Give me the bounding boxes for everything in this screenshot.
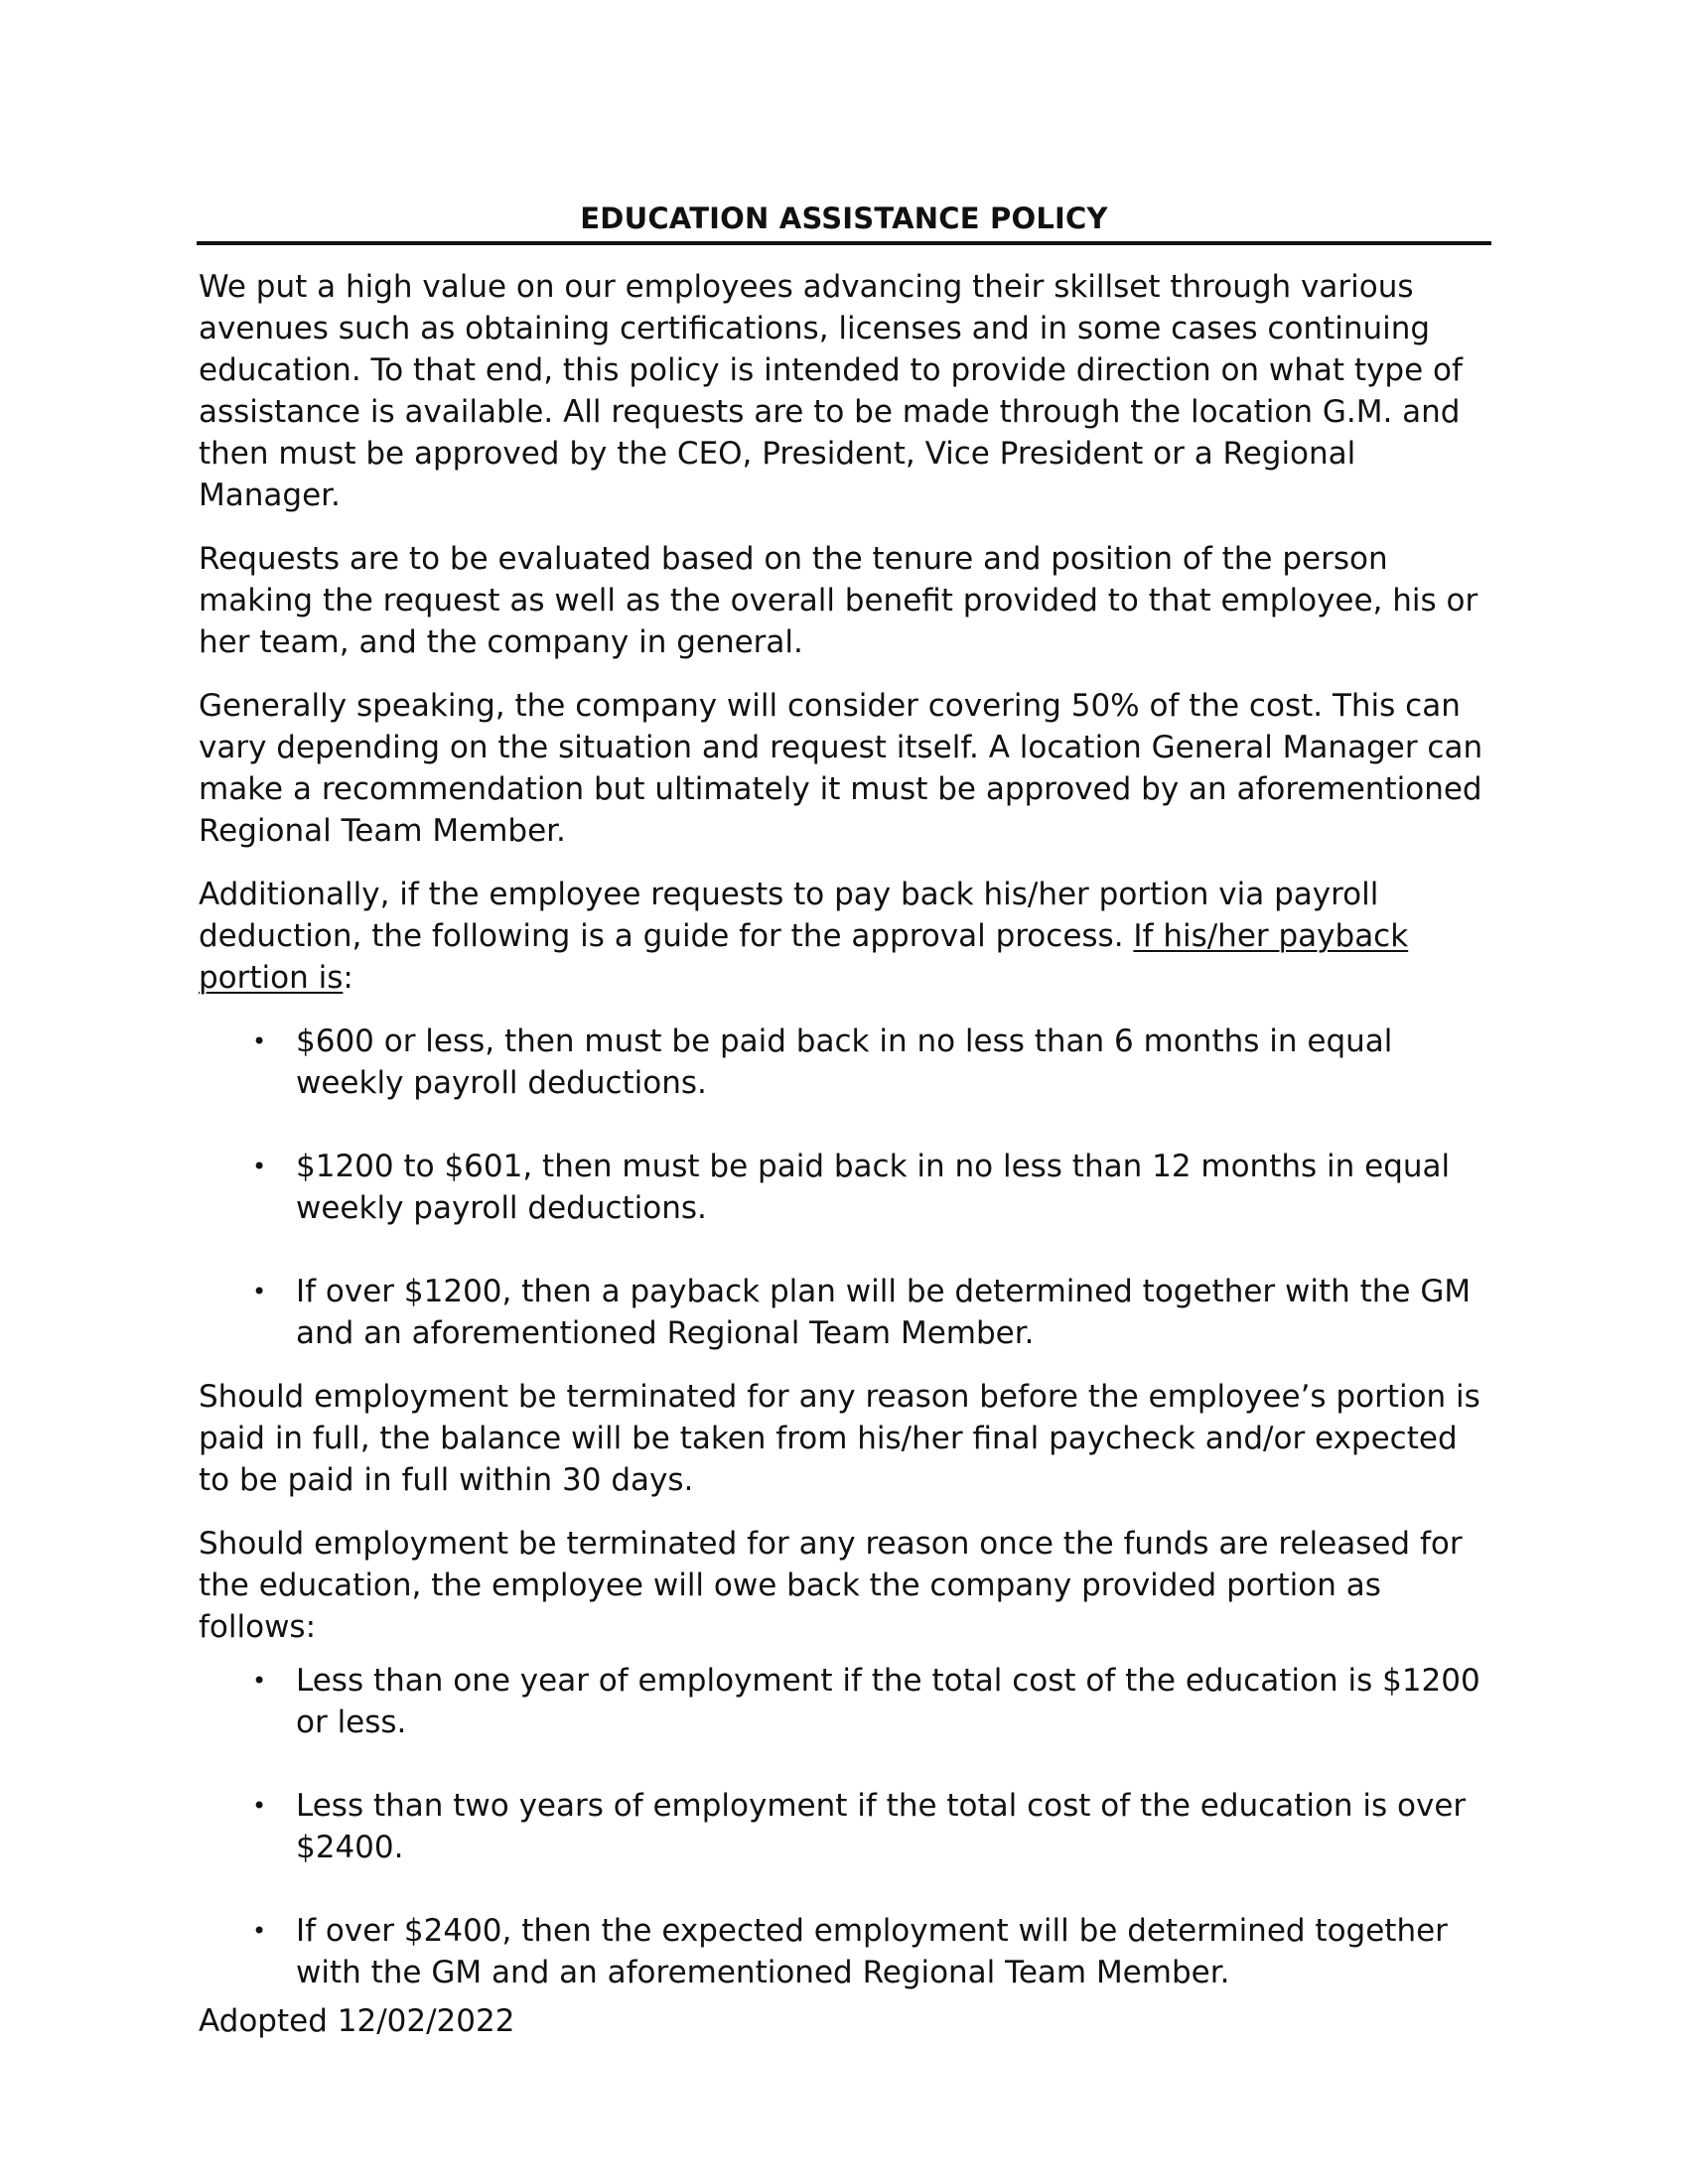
paragraph-termination-balance: Should employment be terminated for any reason before the employee’s portion is paid in full, the balance will be taken from his/her final paycheck and/or expected to be paid in full within 30 days.: [199, 1379, 1480, 1498]
list-item-text: $600 or less, then must be paid back in no less than 6 months in equal weekly payroll deductions.: [296, 1024, 1393, 1101]
paragraph-payroll-deduction: [199, 874, 1489, 999]
list-item-text: If over $1200, then a payback plan will be determined together with the GM and an aforementioned Regional Team Member.: [296, 1274, 1472, 1351]
bullet-icon: •: [252, 1027, 267, 1055]
list-item: [199, 1271, 1489, 1354]
bullet-icon: •: [252, 1667, 267, 1695]
title-divider: [197, 241, 1491, 245]
payback-portion-underlined: If his/her payback portion is: [199, 918, 1409, 996]
bullet-icon: •: [252, 1153, 267, 1180]
list-item: [199, 1910, 1489, 1993]
list-item: [199, 1021, 1489, 1104]
paragraph-evaluation: Requests are to be evaluated based on the tenure and position of the person making the request as well as the overall benefit provided to that employee, his or her team, and the company in general.: [199, 541, 1478, 660]
paragraph-intro: We put a high value on our employees advancing their skillset through various avenues such as obtaining certifications, licenses and in some cases continuing education. To that end, this policy is intended to provide direction on what type of assistance is available. All requests are to be made through the location G.M. and then must be approved by the CEO, President, Vice President or a Regional Manager.: [199, 269, 1463, 513]
list-item: [199, 1660, 1489, 1743]
bullet-icon: •: [252, 1917, 267, 1945]
page-title: EDUCATION ASSISTANCE POLICY: [580, 202, 1108, 235]
payback-list: [199, 1021, 1489, 1354]
adopted-date: Adopted 12/02/2022: [199, 2003, 515, 2039]
list-item-text: Less than one year of employment if the total cost of the education is $1200 or less.: [296, 1663, 1480, 1740]
list-item-text: Less than two years of employment if the total cost of the education is over $2400.: [296, 1788, 1467, 1865]
paragraph-cost-coverage: Generally speaking, the company will consider covering 50% of the cost. This can vary depending on the situation and request itself. A location General Manager can make a recommendation but ultimately it must be approved by an aforementioned Regional Team Member.: [199, 688, 1483, 849]
payroll-deduction-intro: Additionally, if the employee requests to pay back his/her portion via payroll deduction, the following is a guide for the approval process.: [199, 877, 1379, 954]
list-item-text: $1200 to $601, then must be paid back in no less than 12 months in equal weekly payroll deductions.: [296, 1149, 1451, 1226]
list-item: [199, 1785, 1489, 1868]
bullet-icon: •: [252, 1278, 267, 1305]
owe-back-list: [199, 1660, 1489, 1993]
payroll-deduction-colon: :: [343, 960, 353, 996]
policy-body: [199, 266, 1489, 2015]
policy-page: [197, 0, 1491, 2184]
list-item: [199, 1146, 1489, 1229]
bullet-icon: •: [252, 1792, 267, 1820]
paragraph-termination-owe-back: Should employment be terminated for any reason once the funds are released for the education, the employee will owe back the company provided portion as follows:: [199, 1526, 1463, 1645]
list-item-text: If over $2400, then the expected employment will be determined together with the GM and an aforementioned Regional Team Member.: [296, 1913, 1448, 1990]
